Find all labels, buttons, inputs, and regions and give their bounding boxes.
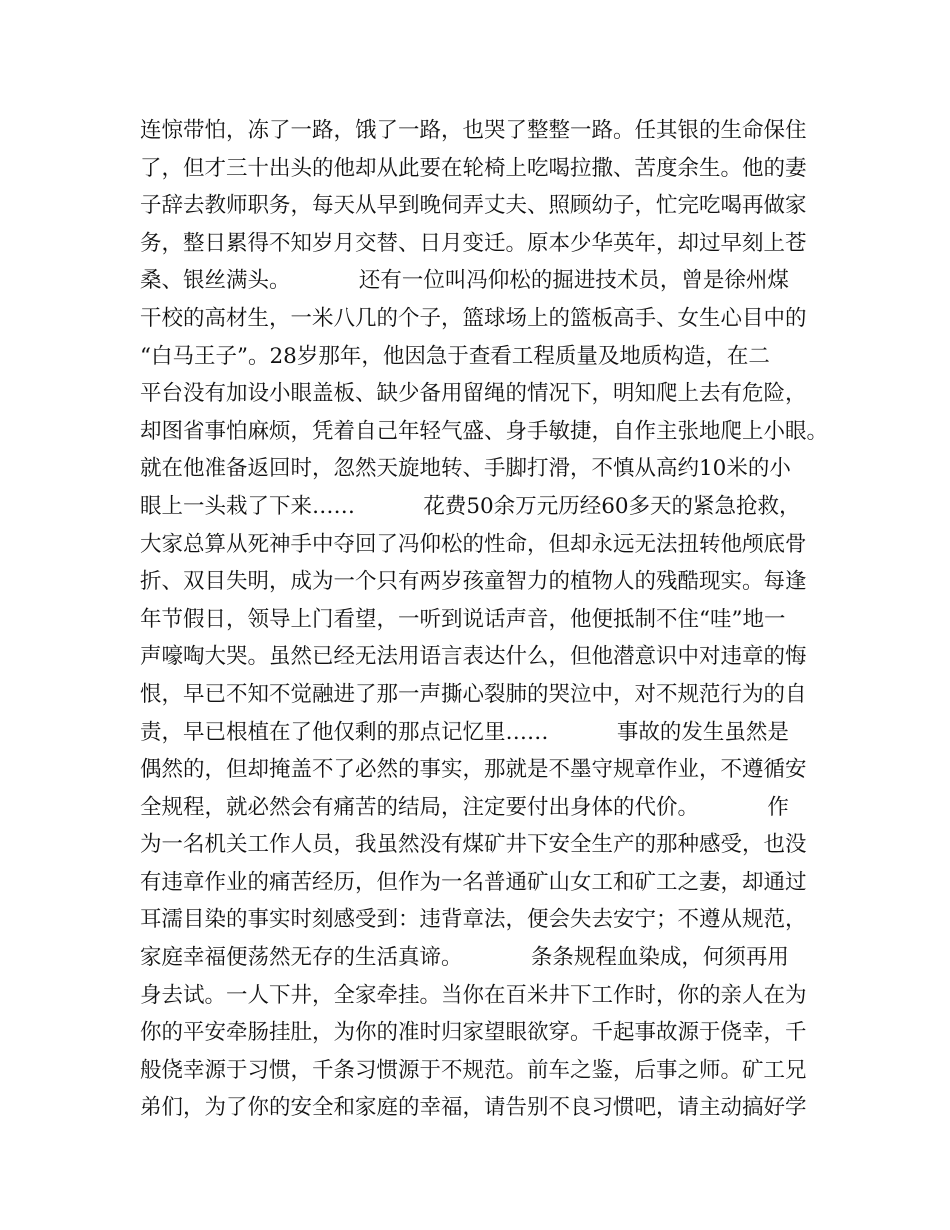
text-line: 声嚎啕大哭。虽然已经无法用语言表达什么，但他潜意识中对违章的悔 [140,644,807,670]
text-line: 为一名机关工作人员，我虽然没有煤矿井下安全生产的那种感受，也没 [140,832,807,858]
text-line: 干校的高材生，一米八几的个子，篮球场上的篮板高手、女生心目中的 [140,305,807,331]
body-text [140,112,840,1127]
text-line: 大家总算从死神手中夺回了冯仰松的性命，但却永远无法扭转他颅底骨 [140,531,807,557]
text-line: 恨，早已不知不觉融进了那一声撕心裂肺的哭泣中，对不规范行为的自 [140,681,807,707]
text-line: 耳濡目染的事实时刻感受到：违背章法，便会失去安宁；不遵从规范， [140,907,807,933]
text-line: 你的平安牵肠挂肚，为你的准时归家望眼欲穿。千起事故源于侥幸，千 [140,1020,807,1046]
text-line: 却图省事怕麻烦，凭着自己年轻气盛、身手敏捷，自作主张地爬上小眼。 [140,418,829,444]
text-line: 子辞去教师职务，每天从早到晚伺弄丈夫、照顾幼子，忙完吃喝再做家 [140,193,807,219]
text-line: 般侥幸源于习惯，千条习惯源于不规范。前车之鉴，后事之师。矿工兄 [140,1057,807,1083]
text-line: 弟们，为了你的安全和家庭的幸福，请告别不良习惯吧，请主动搞好学 [140,1095,807,1121]
text-line: 偶然的，但却掩盖不了必然的事实，那就是不墨守规章作业，不遵循安 [140,757,807,783]
text-line: 平台没有加设小眼盖板、缺少备用留绳的情况下，明知爬上去有危险， [140,381,807,407]
text-line: 身去试。一人下井，全家牵挂。当你在百米井下工作时，你的亲人在为 [140,982,807,1008]
text-line: 眼上一头栽了下来…… 花费50余万元历经60多天的紧急抢救， [140,493,801,519]
text-line: 全规程，就必然会有痛苦的结局，注定要付出身体的代价。 作 [140,794,789,820]
text-line: 就在他准备返回时，忽然天旋地转、手脚打滑，不慎从高约10米的小 [140,456,791,482]
text-line: “白马王子”。28岁那年，他因急于查看工程质量及地质构造，在二 [140,343,770,369]
text-line: 连惊带怕，冻了一路，饿了一路，也哭了整整一路。任其银的生命保住 [140,118,807,143]
text-line: 务，整日累得不知岁月交替、日月变迁。原本少华英年，却过早刻上苍 [140,230,807,256]
text-line: 年节假日，领导上门看望，一听到说话声音，他便抵制不住“哇”地一 [140,606,786,632]
text-line: 有违章作业的痛苦经历，但作为一名普通矿山女工和矿工之妻，却通过 [140,869,807,895]
text-line: 桑、银丝满头。 还有一位叫冯仰松的掘进技术员，曾是徐州煤 [140,268,789,294]
text-line: 家庭幸福便荡然无存的生活真谛。 条条规程血染成，何须再用 [140,945,789,971]
text-line: 了，但才三十出头的他却从此要在轮椅上吃喝拉撒、苦度余生。他的妻 [140,155,807,181]
text-line: 责，早已根植在了他仅剩的那点记忆里…… 事故的发生虽然是 [140,719,789,745]
text-line: 折、双目失明，成为一个只有两岁孩童智力的植物人的残酷现实。每逢 [140,569,807,595]
